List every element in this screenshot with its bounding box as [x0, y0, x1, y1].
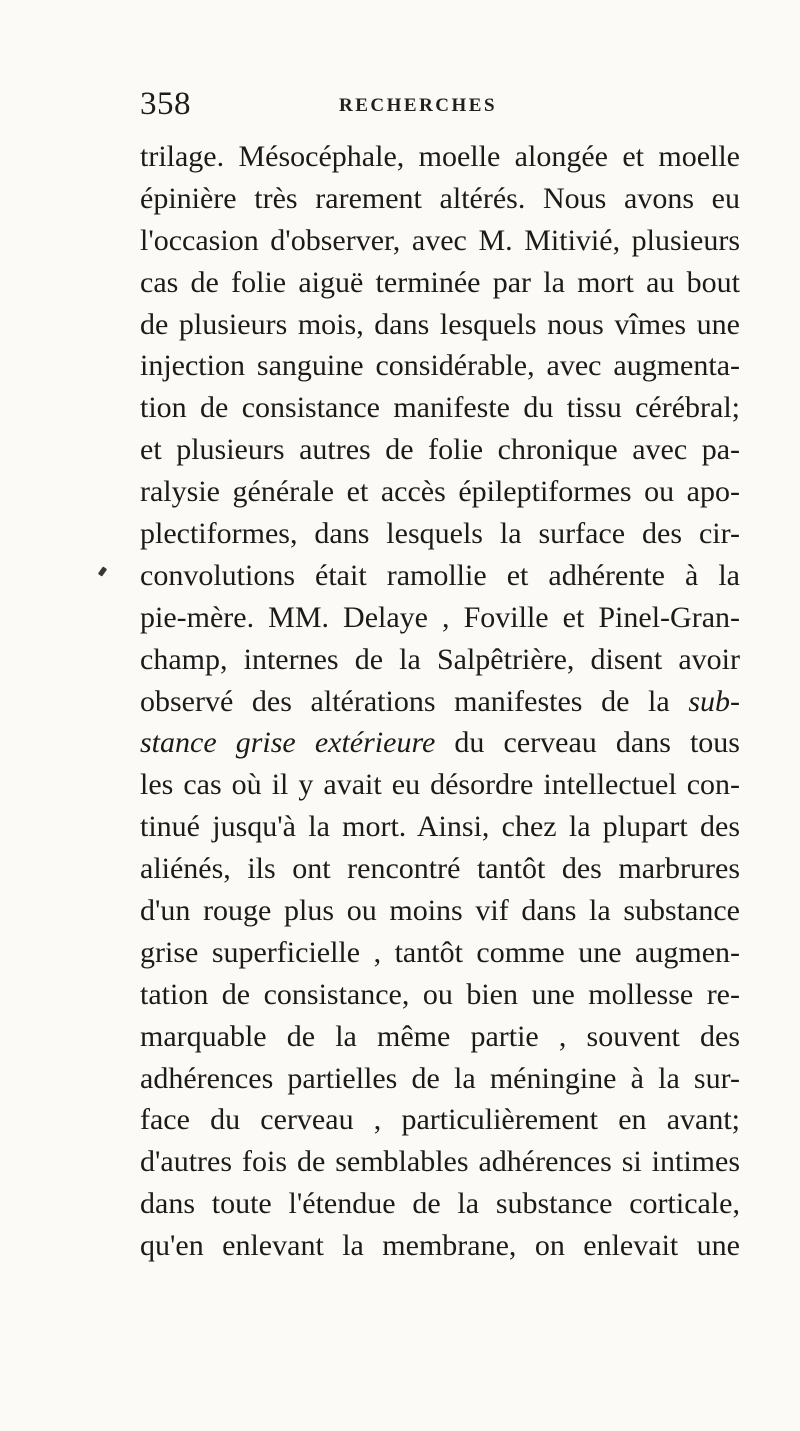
- text-line: [140, 848, 740, 890]
- text-span: champ, internes de la Salpêtrière, disent avoir: [140, 642, 740, 676]
- text-line: [140, 722, 740, 764]
- text-span: adhérences partielles de la méningine à la sur-: [140, 1061, 740, 1095]
- text-line: [140, 806, 740, 848]
- text-line: [140, 220, 740, 262]
- text-line: [140, 262, 740, 304]
- text-span: observé des altérations manifestes de la: [140, 684, 689, 718]
- text-line: [140, 681, 740, 723]
- text-span: d'un rouge plus ou moins vif dans la substance: [140, 894, 740, 928]
- text-line: [140, 890, 740, 932]
- margin-mark: [98, 566, 107, 576]
- text-span: du cerveau dans tous: [435, 726, 740, 760]
- italic-text: stance grise extérieure: [140, 726, 436, 760]
- text-span: cas de folie aiguë terminée par la mort au bout: [140, 265, 740, 299]
- text-line: [140, 764, 740, 806]
- text-span: tion de consistance manifeste du tissu cérébral;: [140, 391, 740, 425]
- text-span: et plusieurs autres de folie chronique avec pa-: [140, 433, 740, 467]
- text-span: aliénés, ils ont rencontré tantôt des marbrures: [140, 852, 740, 886]
- text-line: [140, 387, 740, 429]
- text-line: [140, 597, 740, 639]
- running-head: RECHERCHES: [339, 95, 498, 116]
- text-span: trilage. Mésocéphale, moelle alongée et moelle: [140, 140, 740, 173]
- text-line: [140, 555, 740, 597]
- text-span: d'autres fois de semblables adhérences si intimes: [140, 1145, 740, 1179]
- text-span: l'occasion d'observer, avec M. Mitivié, plusieurs: [140, 223, 740, 257]
- text-line: [140, 1141, 740, 1183]
- text-span: épinière très rarement altérés. Nous avons eu: [140, 181, 740, 215]
- text-line: [140, 136, 740, 178]
- text-span: tinué jusqu'à la mort. Ainsi, chez la plupart des: [140, 810, 740, 844]
- text-span: convolutions était ramollie et adhérente à la: [140, 558, 740, 592]
- text-span: tation de consistance, ou bien une mollesse re-: [140, 977, 740, 1011]
- text-span: de plusieurs mois, dans lesquels nous vîmes une: [140, 307, 740, 341]
- text-line: [140, 178, 740, 220]
- text-line: [140, 513, 740, 555]
- text-span: dans toute l'étendue de la substance corticale,: [140, 1187, 740, 1221]
- text-line: [140, 1058, 740, 1100]
- text-line: [140, 639, 740, 681]
- italic-text: sub-: [688, 684, 740, 718]
- text-line: [140, 471, 740, 513]
- text-span: ralysie générale et accès épileptiformes ou apo-: [140, 475, 740, 509]
- text-line: [140, 974, 740, 1016]
- text-line: [140, 1225, 740, 1267]
- text-span: face du cerveau , particulièrement en avant;: [140, 1103, 740, 1137]
- text-span: les cas où il y avait eu désordre intellectuel con-: [140, 768, 740, 802]
- body-text: [140, 136, 740, 1267]
- text-line: [140, 429, 740, 471]
- text-line: [140, 1099, 740, 1141]
- text-line: [140, 1016, 740, 1058]
- text-line: [140, 304, 740, 346]
- text-line: [140, 1183, 740, 1225]
- text-span: pie-mère. MM. Delaye , Foville et Pinel-Gran-: [140, 600, 740, 634]
- text-span: grise superficielle , tantôt comme une augmen-: [140, 935, 740, 969]
- text-span: qu'en enlevant la membrane, on enlevait une: [140, 1229, 740, 1263]
- text-line: [140, 345, 740, 387]
- text-line: [140, 932, 740, 974]
- text-span: marquable de la même partie , souvent des: [140, 1019, 740, 1053]
- text-span: injection sanguine considérable, avec augmenta-: [140, 349, 740, 383]
- page-number: 358: [140, 86, 191, 122]
- text-span: plectiformes, dans lesquels la surface des cir-: [140, 517, 740, 551]
